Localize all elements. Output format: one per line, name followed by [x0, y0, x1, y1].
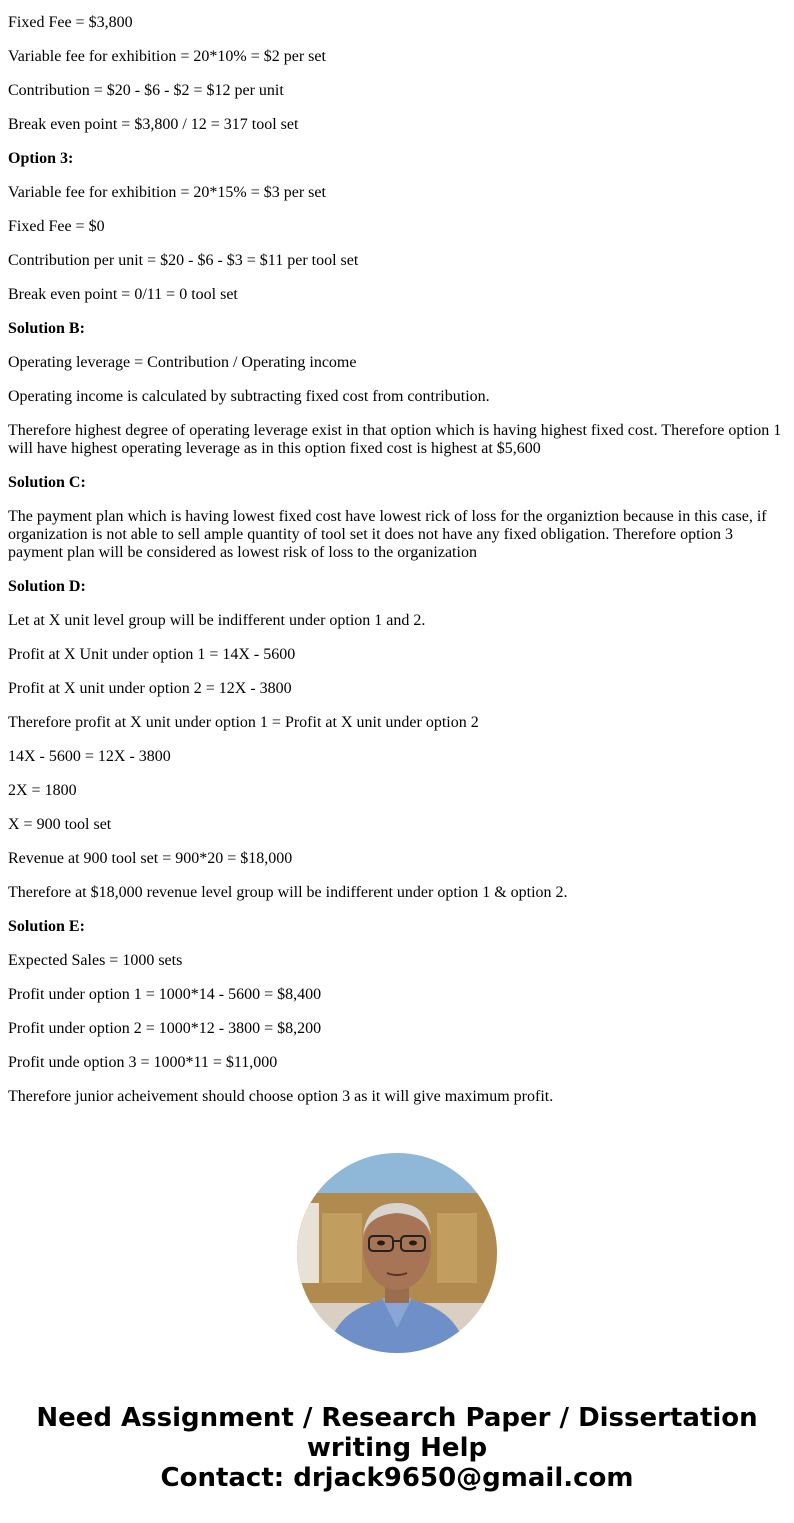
- text-paragraph: Contribution per unit = $20 - $6 - $3 = $11 per tool set: [8, 252, 359, 269]
- text-paragraph: Contribution = $20 - $6 - $2 = $12 per unit: [8, 82, 284, 99]
- text-paragraph: Profit under option 2 = 1000*12 - 3800 = $8,200: [8, 1020, 322, 1037]
- text-paragraph: Profit unde option 3 = 1000*11 = $11,000: [8, 1054, 278, 1071]
- text-paragraph: Therefore junior acheivement should choose option 3 as it will give maximum profit.: [8, 1088, 554, 1105]
- text-paragraph: Profit at X Unit under option 1 = 14X - 5600: [8, 646, 296, 663]
- text-paragraph: Profit under option 1 = 1000*14 - 5600 = $8,400: [8, 986, 322, 1003]
- text-paragraph: Variable fee for exhibition = 20*10% = $2 per set: [8, 48, 326, 65]
- text-paragraph: Therefore at $18,000 revenue level group will be indifferent under option 1 & option 2.: [8, 884, 568, 901]
- text-paragraph: Expected Sales = 1000 sets: [8, 952, 183, 969]
- text-paragraph: Break even point = 0/11 = 0 tool set: [8, 286, 238, 303]
- text-paragraph: Profit at X unit under option 2 = 12X - 3800: [8, 680, 292, 697]
- text-paragraph: Variable fee for exhibition = 20*15% = $3 per set: [8, 184, 326, 201]
- text-paragraph: 2X = 1800: [8, 782, 77, 799]
- text-paragraph: Revenue at 900 tool set = 900*20 = $18,000: [8, 850, 293, 867]
- text-paragraph: Fixed Fee = $0: [8, 218, 105, 235]
- footer-line-1: Need Assignment / Research Paper / Dissertation: [36, 1403, 758, 1433]
- section-heading: Solution D:: [8, 578, 86, 595]
- text-paragraph: Operating income is calculated by subtracting fixed cost from contribution.: [8, 388, 490, 405]
- text-paragraph: Fixed Fee = $3,800: [8, 14, 133, 31]
- contact-banner: [0, 1403, 794, 1493]
- section-heading: Solution C:: [8, 474, 86, 491]
- author-photo-graphic: [297, 1153, 497, 1353]
- text-paragraph: Therefore profit at X unit under option 1 = Profit at X unit under option 2: [8, 714, 479, 731]
- section-heading: Option 3:: [8, 150, 74, 167]
- text-paragraph: X = 900 tool set: [8, 816, 112, 833]
- section-heading: Solution E:: [8, 918, 85, 935]
- footer-line-2: writing Help: [306, 1433, 488, 1463]
- text-paragraph: Therefore highest degree of operating leverage exist in that option which is having highest fixed cost. Therefore option 1 will have highest operating leverage as in this option fixed cost is highest at $5,600: [8, 422, 782, 457]
- text-paragraph: The payment plan which is having lowest fixed cost have lowest rick of loss for the organiztion because in this case, if organization is not able to sell ample quantity of tool set it does not have any fixed obligation. Therefore option 3 payment plan will be considered as lowest risk of loss to the organization: [8, 508, 767, 561]
- text-paragraph: Break even point = $3,800 / 12 = 317 tool set: [8, 116, 299, 133]
- text-paragraph: Operating leverage = Contribution / Operating income: [8, 354, 357, 371]
- footer-contact: Contact: drjack9650@gmail.com: [160, 1463, 634, 1493]
- solution-text: [8, 14, 784, 1122]
- text-paragraph: 14X - 5600 = 12X - 3800: [8, 748, 171, 765]
- section-heading: Solution B:: [8, 320, 85, 337]
- author-photo: [297, 1153, 497, 1353]
- text-paragraph: Let at X unit level group will be indifferent under option 1 and 2.: [8, 612, 426, 629]
